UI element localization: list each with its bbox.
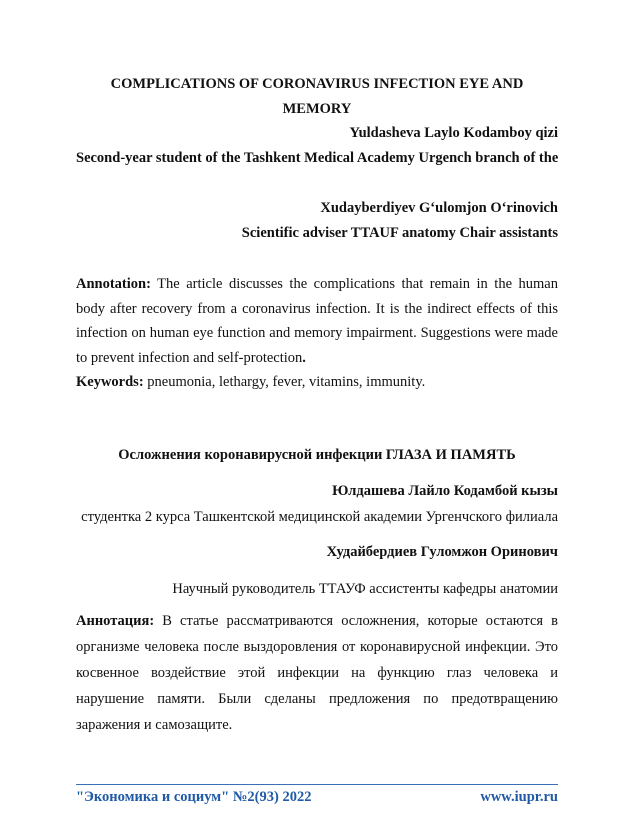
author-1-name-ru: Юлдашева Лайло Кодамбой кызы [332, 483, 558, 499]
footer-website: www.iupr.ru [480, 789, 558, 805]
author-2-affiliation-ru: Научный руководитель ТТАУФ ассистенты кафедры анатомии [172, 581, 558, 597]
author-1-affiliation-ru: студентка 2 курса Ташкентской медицинской академии Ургенчского филиала [81, 509, 558, 525]
paper-title-en: COMPLICATIONS OF CORONAVIRUS INFECTION EYE AND MEMORY [110, 76, 524, 117]
keywords-en [76, 370, 558, 395]
paper-title-ru: Осложнения коронавирусной инфекции ГЛАЗА И ПАМЯТЬ [118, 447, 516, 463]
keywords-label-en: Keywords: [76, 374, 144, 390]
annotation-end-en: . [302, 349, 306, 366]
author-1-name-en: Yuldasheva Laylo Kodamboy qizi [349, 125, 558, 141]
author-2-name-en: Xudayberdiyev G‘ulomjon O‘rinovich [320, 200, 558, 216]
annotation-label-ru: Аннотация: [76, 613, 155, 629]
author-2-name-ru: Худайбердиев Гуломжон Оринович [326, 544, 558, 560]
annotation-text-en: The article discusses the complications that remain in the human body after recovery from a coronavirus infection. It is the indirect effects of this infection on human eye function and memory impairment. Suggestions were made to prevent infection and self-protection [76, 276, 558, 366]
author-1-affiliation-en: Second-year student of the Tashkent Medical Academy Urgench branch of the [76, 150, 559, 166]
keywords-text-en: pneumonia, lethargy, fever, vitamins, immunity. [143, 374, 426, 390]
footer-journal: "Экономика и социум" №2(93) 2022 [76, 789, 312, 805]
annotation-text-ru: В статье рассматриваются осложнения, которые остаются в организме человека после выздоровления от коронавирусной инфекции. Это косвенное воздействие этой инфекции на функцию глаз человека и нарушение памяти. Были сделаны предложения по предотвращению заражения и самозащите. [76, 613, 558, 733]
footer-divider [76, 784, 558, 785]
annotation-ru [76, 608, 558, 738]
annotation-label-en: Annotation: [76, 276, 151, 292]
author-2-affiliation-en: Scientific adviser TTAUF anatomy Chair assistants [241, 225, 558, 241]
annotation-en [76, 272, 558, 370]
